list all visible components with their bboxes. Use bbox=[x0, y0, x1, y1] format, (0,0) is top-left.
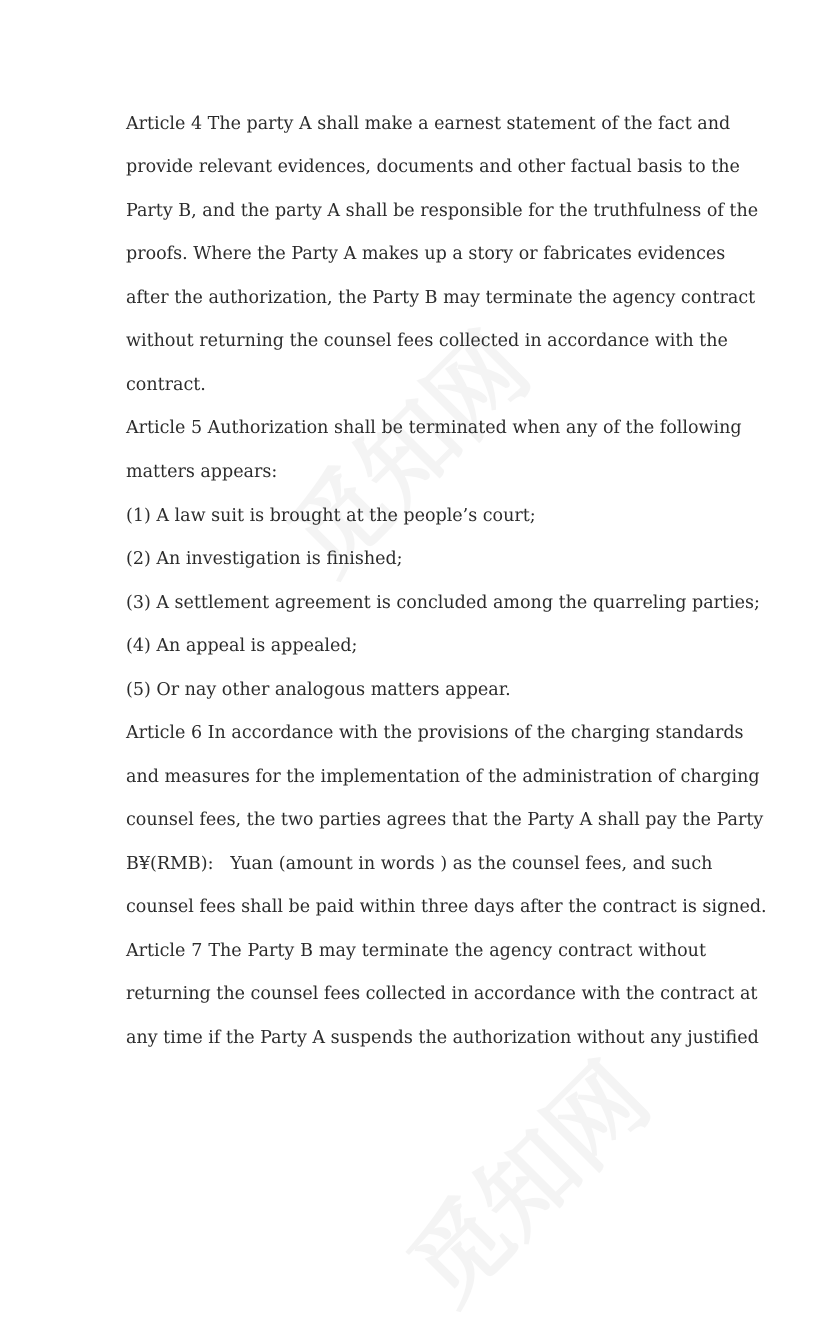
text-line: provide relevant evidences, documents and other factual basis to the bbox=[126, 157, 740, 177]
text-line: counsel fees shall be paid within three days after the contract is signed. bbox=[126, 897, 767, 917]
list-item: (5) Or nay other analogous matters appear. bbox=[126, 680, 511, 700]
text-line: without returning the counsel fees collected in accordance with the bbox=[126, 331, 728, 351]
text-line: Article 5 Authorization shall be terminated when any of the following bbox=[126, 418, 742, 438]
text-line: B¥(RMB): Yuan (amount in words ) as the counsel fees, and such bbox=[126, 854, 713, 874]
list-item: (3) A settlement agreement is concluded among the quarreling parties; bbox=[126, 593, 760, 613]
text-line: counsel fees, the two parties agrees that the Party A shall pay the Party bbox=[126, 810, 764, 830]
text-line: after the authorization, the Party B may terminate the agency contract bbox=[126, 288, 756, 308]
watermark bbox=[374, 1028, 675, 1329]
text-line: and measures for the implementation of the administration of charging bbox=[126, 767, 760, 787]
text-line: Article 4 The party A shall make a earnest statement of the fact and bbox=[126, 114, 731, 134]
text-line: proofs. Where the Party A makes up a story or fabricates evidences bbox=[126, 244, 726, 264]
text-line: Party B, and the party A shall be responsible for the truthfulness of the bbox=[126, 201, 759, 221]
list-item: (1) A law suit is brought at the people’s court; bbox=[126, 506, 536, 526]
text-line: Article 6 In accordance with the provisions of the charging standards bbox=[126, 723, 744, 743]
list-item: (2) An investigation is finished; bbox=[126, 549, 403, 569]
text-line: matters appears: bbox=[126, 462, 278, 482]
text-line: Article 7 The Party B may terminate the agency contract without bbox=[126, 941, 706, 961]
text-line: contract. bbox=[126, 375, 206, 395]
text-line: returning the counsel fees collected in accordance with the contract at bbox=[126, 984, 758, 1004]
list-item: (4) An appeal is appealed; bbox=[126, 636, 358, 656]
text-line: any time if the Party A suspends the authorization without any justified bbox=[126, 1028, 759, 1048]
